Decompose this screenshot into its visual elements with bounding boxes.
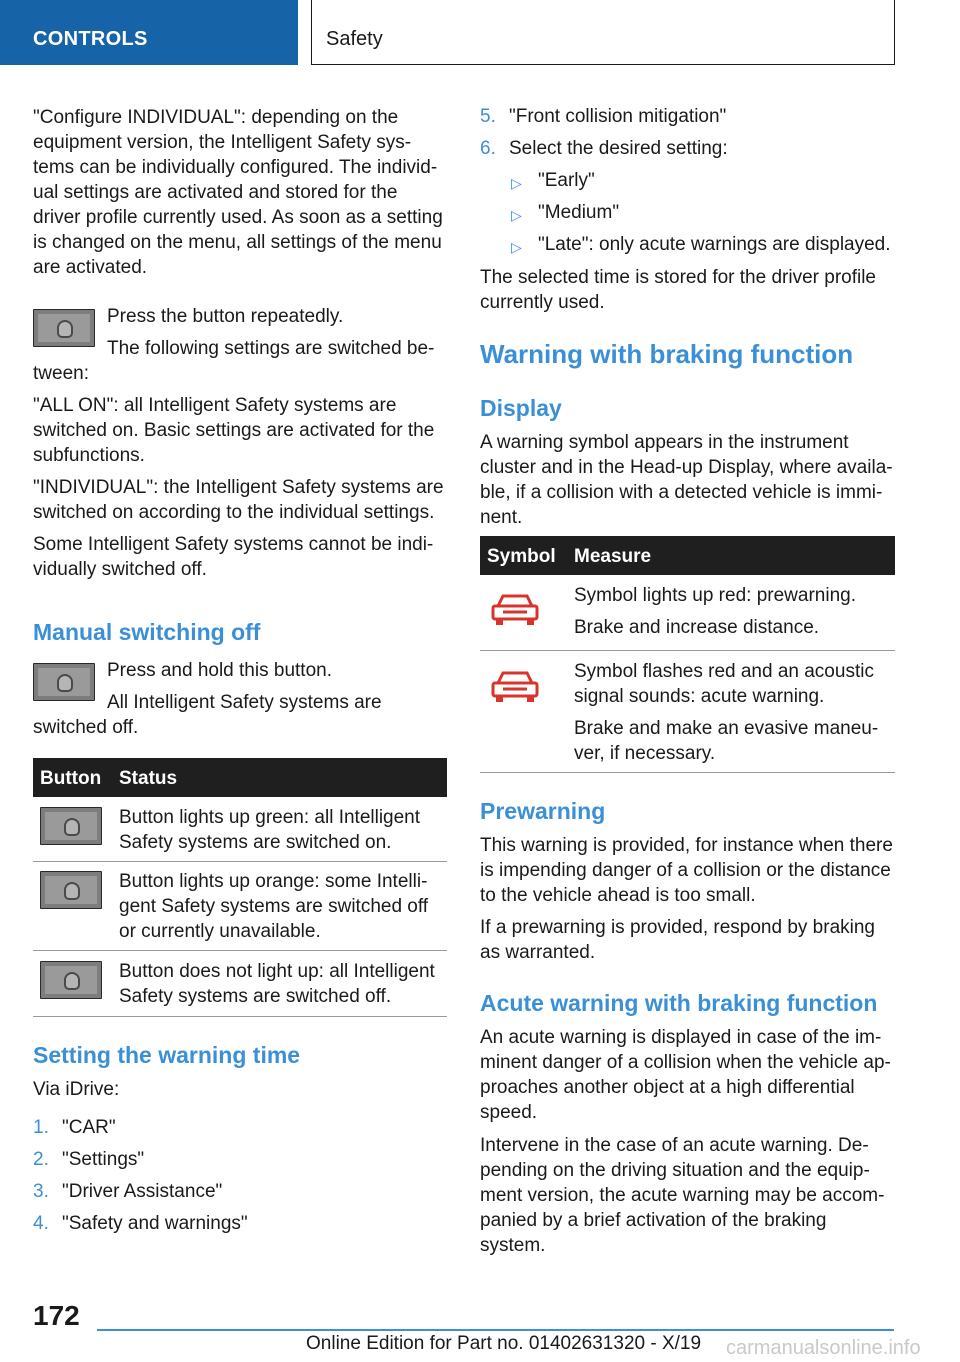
step-text: "Safety and warnings" bbox=[62, 1213, 248, 1234]
safety-button-green-icon bbox=[40, 807, 102, 845]
row-divider bbox=[33, 1016, 447, 1017]
bullet-triangle-icon: ▷ bbox=[511, 175, 522, 191]
manual-heading: Manual switching off bbox=[33, 619, 261, 645]
step-number: 3. bbox=[33, 1181, 49, 1202]
individual-paragraph: "INDIVIDUAL": the Intelligent Safety systems are switched on according to the individual settings. bbox=[33, 477, 444, 523]
row-divider bbox=[480, 650, 895, 651]
some-paragraph: Some Intelligent Safety systems cannot be indi- vidually switched off. bbox=[33, 534, 434, 580]
bullet-triangle-icon: ▷ bbox=[511, 207, 522, 223]
prewarning-paragraph: This warning is provided, for instance when there is impending danger of a collision or the distance to the vehicle ahead is too small. bbox=[480, 835, 893, 906]
option-item: "Early" bbox=[538, 170, 595, 191]
alloff-text-1: All Intelligent Safety systems are bbox=[107, 692, 382, 713]
intro-paragraph: "Configure INDIVIDUAL": depending on the equipment version, the Intelligent Safety sys- tems can be individually configured. The individ- ual settings are activated and stored for the driver profile currently used. As soon as a setting is changed on the menu, all settings of the menu are activated. bbox=[33, 107, 443, 278]
header-measure: Measure bbox=[574, 546, 652, 567]
table-row: Symbol flashes red and an acoustic signal sounds: acute warning. Brake and make an evasive maneu- ver, if necessary. bbox=[574, 661, 879, 764]
prewarning-paragraph-2: If a prewarning is provided, respond by braking as warranted. bbox=[480, 917, 876, 963]
step-number: 1. bbox=[33, 1117, 49, 1138]
safety-button-orange-icon bbox=[40, 871, 102, 909]
bullet-triangle-icon: ▷ bbox=[511, 239, 522, 255]
via-idrive: Via iDrive: bbox=[33, 1079, 120, 1100]
section-tab bbox=[0, 0, 298, 65]
acute-paragraph: An acute warning is displayed in case of the im- minent danger of a collision when the vehicle ap- proaches another object at a high differential speed. bbox=[480, 1027, 891, 1123]
step-number: 5. bbox=[480, 106, 496, 127]
header-button: Button bbox=[40, 768, 102, 789]
page-number: 172 bbox=[33, 1300, 80, 1331]
button-status-table-header bbox=[33, 758, 447, 797]
press-hold-text: Press and hold this button. bbox=[107, 660, 332, 681]
watermark: carmanualsonline.info bbox=[726, 1337, 921, 1359]
header-status: Status bbox=[119, 768, 178, 789]
header-symbol: Symbol bbox=[487, 546, 556, 567]
switched-text-1: The following settings are switched be- bbox=[107, 338, 435, 359]
option-item: "Late": only acute warnings are displayed. bbox=[538, 234, 891, 255]
car-warning-icon bbox=[490, 591, 540, 629]
stored-paragraph: The selected time is stored for the driver profile currently used. bbox=[480, 267, 877, 313]
alloff-text-2: switched off. bbox=[33, 717, 139, 738]
topic-tab bbox=[311, 0, 895, 65]
row-divider bbox=[33, 861, 447, 862]
step-number: 6. bbox=[480, 138, 496, 159]
footer-divider bbox=[97, 1329, 894, 1331]
safety-button-off-icon bbox=[40, 961, 102, 999]
prewarning-heading: Prewarning bbox=[480, 798, 606, 824]
table-row: Button does not light up: all Intelligent Safety systems are switched off. bbox=[119, 961, 435, 1007]
press-instruction: Press the button repeatedly. bbox=[107, 306, 344, 327]
switched-text-2: tween: bbox=[33, 363, 89, 384]
car-warning-icon bbox=[490, 668, 540, 706]
symbol-measure-table-header bbox=[480, 536, 895, 575]
step-text: "Settings" bbox=[62, 1149, 145, 1170]
main-heading: Warning with braking function bbox=[480, 339, 854, 369]
table-row: Symbol lights up red: prewarning. Brake and increase distance. bbox=[574, 585, 856, 638]
safety-button-icon bbox=[33, 663, 95, 701]
safety-button-icon bbox=[33, 309, 95, 347]
row-divider bbox=[480, 772, 895, 773]
display-paragraph: A warning symbol appears in the instrument cluster and in the Head-up Display, where availa- ble, if a collision with a detected vehicle is immi- nent. bbox=[480, 432, 893, 528]
allon-paragraph: "ALL ON": all Intelligent Safety systems are switched on. Basic settings are activated for the subfunctions. bbox=[33, 395, 435, 466]
step-number: 4. bbox=[33, 1213, 49, 1234]
step-text: "Driver Assistance" bbox=[62, 1181, 223, 1202]
edition-text: Online Edition for Part no. 01402631320 - X/19 bbox=[306, 1333, 702, 1354]
table-row: Button lights up green: all Intelligent Safety systems are switched on. bbox=[119, 807, 421, 853]
topic-label: Safety bbox=[326, 28, 383, 50]
step-text: "Front collision mitigation" bbox=[509, 106, 727, 127]
section-label: CONTROLS bbox=[33, 28, 148, 50]
option-item: "Medium" bbox=[538, 202, 620, 223]
row-divider bbox=[33, 950, 447, 951]
step-text: Select the desired setting: bbox=[509, 138, 728, 159]
display-heading: Display bbox=[480, 395, 562, 421]
warning-time-heading: Setting the warning time bbox=[33, 1042, 301, 1068]
table-row: Button lights up orange: some Intelli- gent Safety systems are switched off or currently unavailable. bbox=[119, 871, 429, 942]
step-number: 2. bbox=[33, 1149, 49, 1170]
acute-paragraph-2: Intervene in the case of an acute warning. De- pending on the driving situation and the equip- ment version, the acute warning may be accom- panied by a brief activation of the braking system. bbox=[480, 1135, 885, 1256]
step-text: "CAR" bbox=[62, 1117, 116, 1138]
acute-heading: Acute warning with braking function bbox=[480, 990, 878, 1016]
